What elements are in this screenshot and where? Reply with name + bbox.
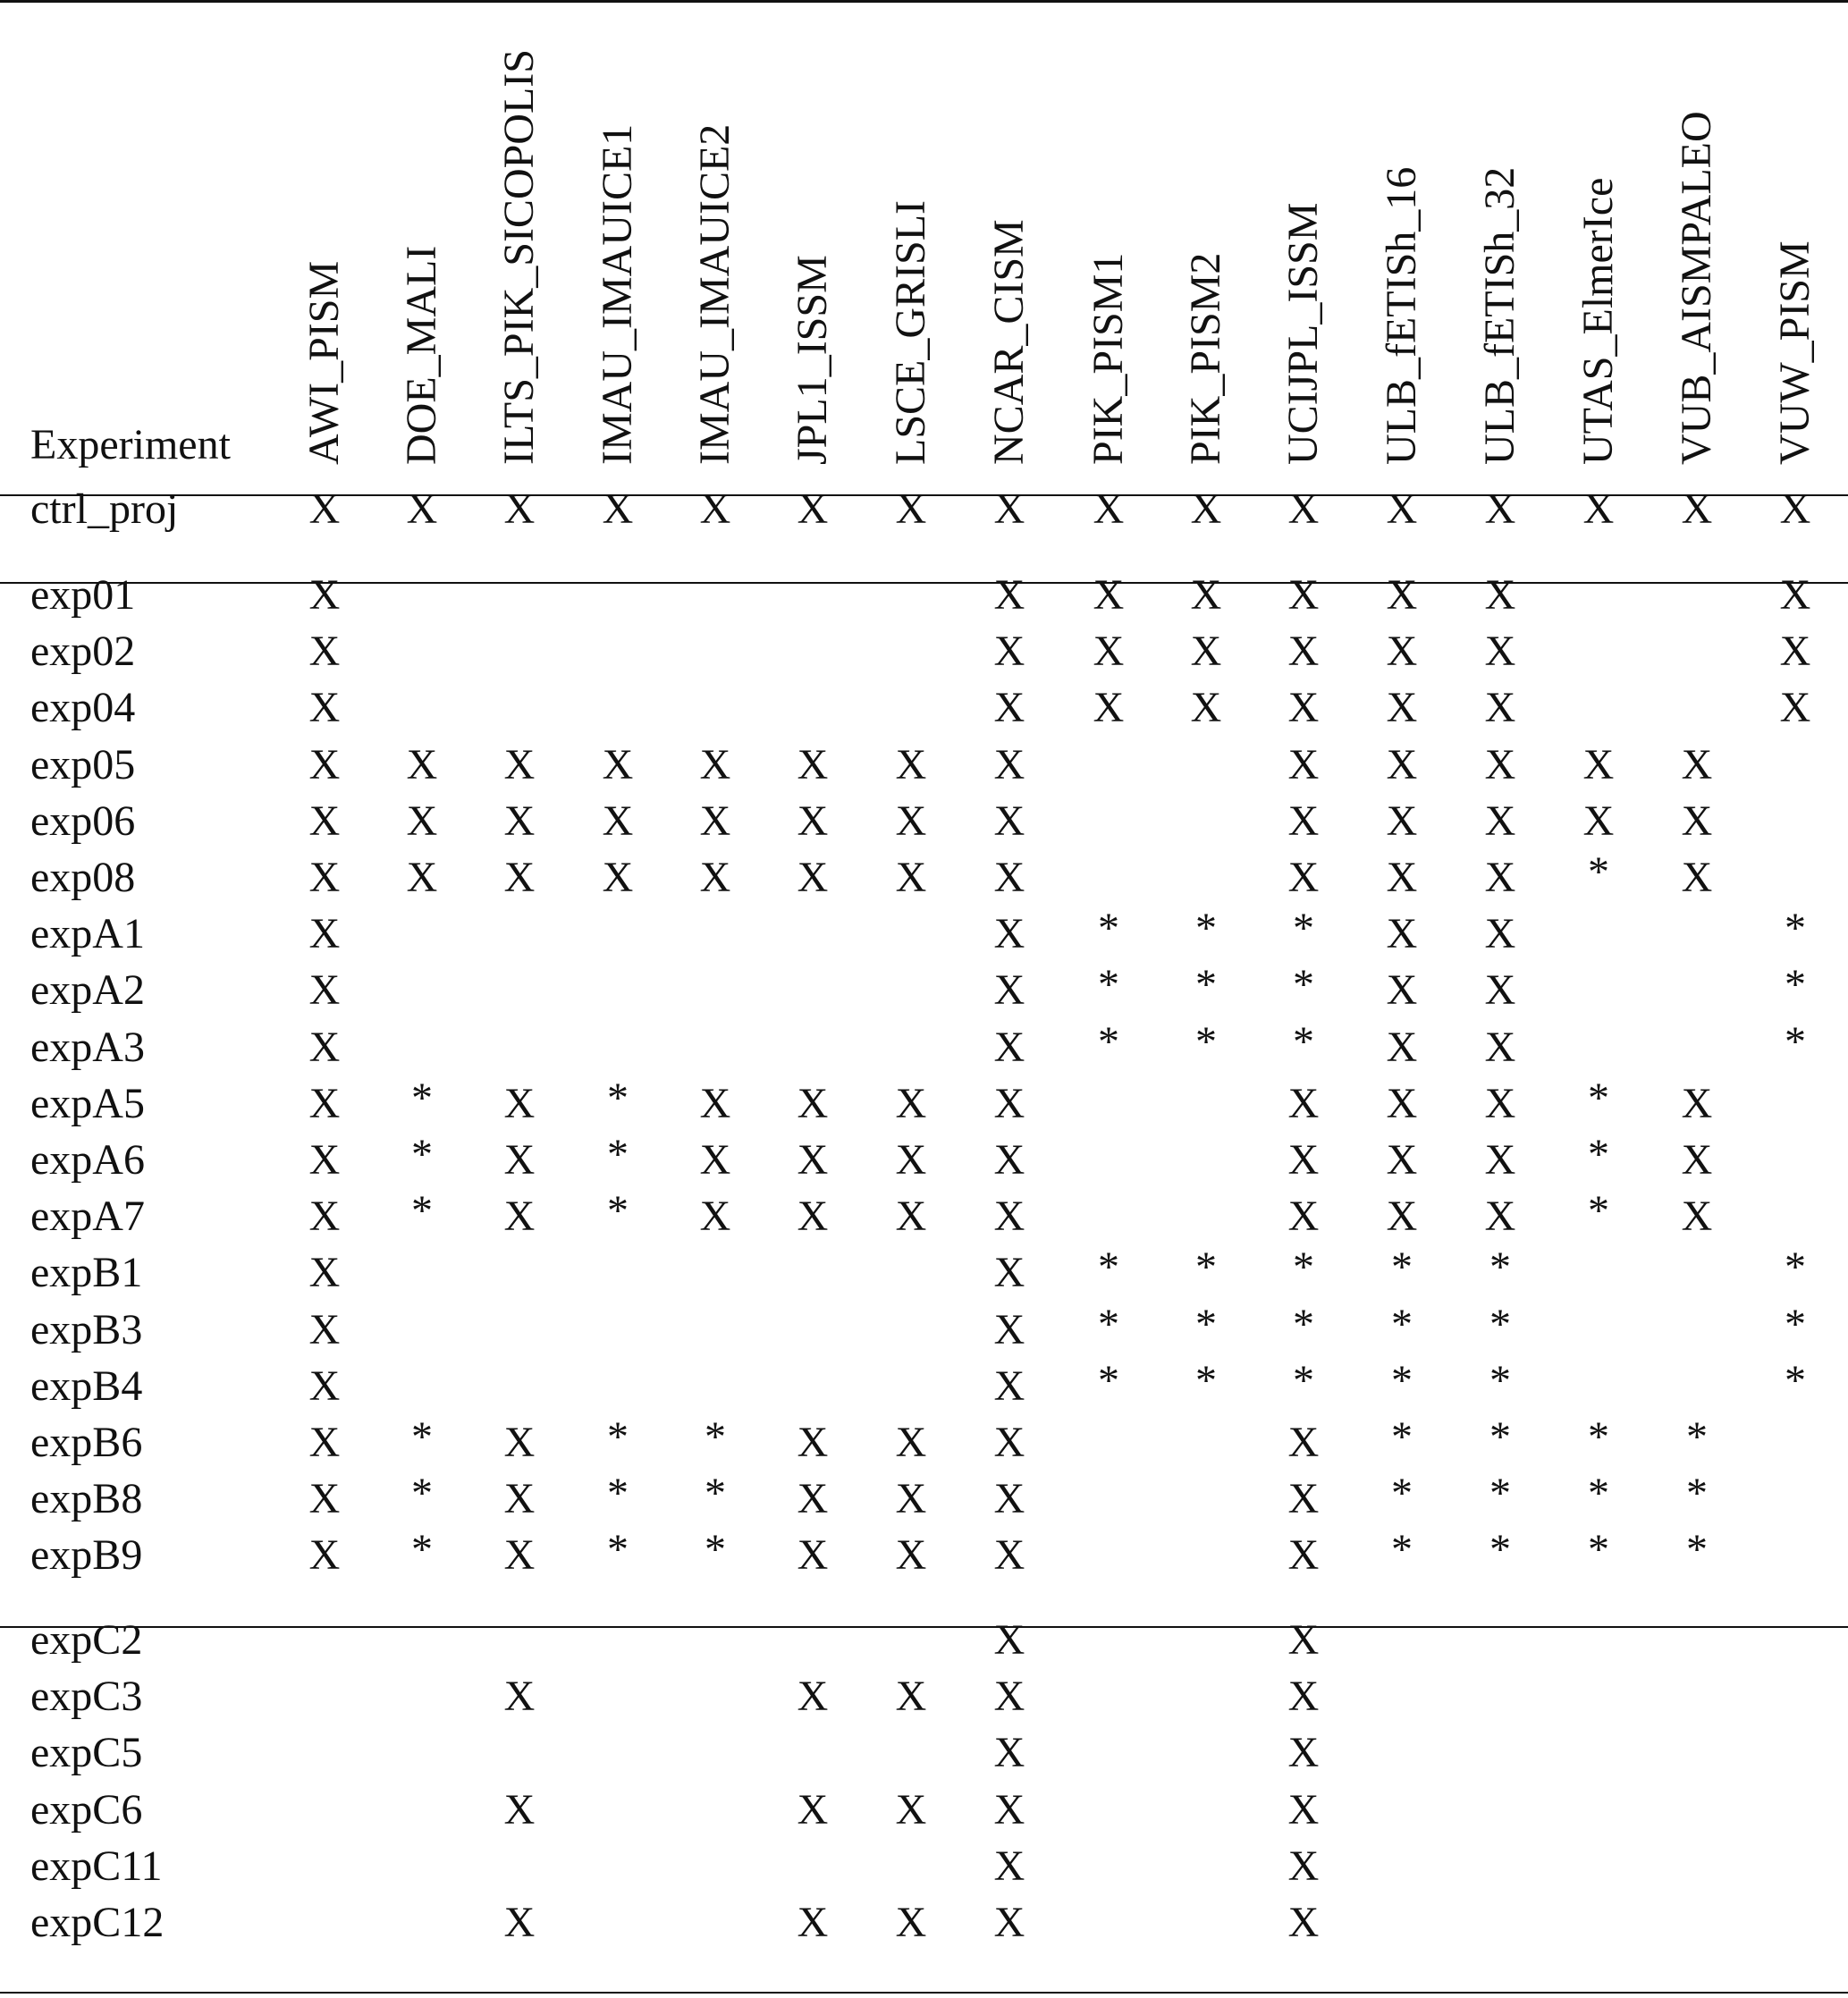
x-mark-cell: X bbox=[503, 1673, 536, 1721]
x-mark-cell: X bbox=[1484, 1023, 1516, 1071]
x-mark-cell: X bbox=[1386, 485, 1418, 533]
x-mark-cell: X bbox=[1386, 966, 1418, 1015]
x-mark-cell: X bbox=[993, 485, 1025, 533]
x-mark-cell: X bbox=[1779, 485, 1811, 533]
x-mark-cell: X bbox=[797, 797, 829, 845]
asterisk-mark-cell: * bbox=[1195, 1300, 1217, 1348]
table-bottom-rule bbox=[0, 1992, 1848, 1994]
x-mark-cell: X bbox=[1779, 684, 1811, 732]
x-mark-cell: X bbox=[308, 571, 341, 619]
x-mark-cell: X bbox=[993, 1249, 1025, 1297]
x-mark-cell: X bbox=[406, 485, 438, 533]
x-mark-cell: X bbox=[1484, 740, 1516, 788]
x-mark-cell: X bbox=[699, 1136, 731, 1184]
asterisk-mark-cell: * bbox=[607, 1131, 629, 1178]
x-mark-cell: X bbox=[308, 740, 341, 788]
x-mark-cell: X bbox=[1287, 1673, 1320, 1721]
x-mark-cell: X bbox=[699, 797, 731, 845]
asterisk-mark-cell: * bbox=[1195, 1017, 1217, 1066]
x-mark-cell: X bbox=[308, 1305, 341, 1353]
model-header: PIK_PISM1 bbox=[1084, 252, 1132, 465]
asterisk-mark-cell: * bbox=[1785, 1017, 1806, 1066]
model-header: IMAU_IMAUICE2 bbox=[691, 123, 738, 465]
asterisk-mark-cell: * bbox=[1489, 1300, 1511, 1348]
x-mark-cell: X bbox=[699, 485, 731, 533]
asterisk-mark-cell: * bbox=[1293, 905, 1314, 953]
asterisk-mark-cell: * bbox=[411, 1413, 433, 1461]
x-mark-cell: X bbox=[895, 1419, 927, 1466]
x-mark-cell: X bbox=[1484, 1079, 1516, 1127]
x-mark-cell: X bbox=[308, 854, 341, 901]
asterisk-mark-cell: * bbox=[1098, 1243, 1119, 1292]
x-mark-cell: X bbox=[993, 1531, 1025, 1580]
x-mark-cell: X bbox=[1190, 571, 1222, 619]
asterisk-mark-cell: * bbox=[411, 1187, 433, 1235]
experiment-row-label: ctrl_proj bbox=[30, 485, 179, 533]
x-mark-cell: X bbox=[993, 910, 1025, 958]
asterisk-mark-cell: * bbox=[1785, 905, 1806, 953]
x-mark-cell: X bbox=[699, 854, 731, 901]
asterisk-mark-cell: * bbox=[1391, 1413, 1413, 1461]
asterisk-mark-cell: * bbox=[1391, 1300, 1413, 1348]
x-mark-cell: X bbox=[1386, 910, 1418, 958]
experiment-row-label: expB3 bbox=[30, 1305, 143, 1353]
x-mark-cell: X bbox=[993, 1079, 1025, 1127]
x-mark-cell: X bbox=[1681, 797, 1713, 845]
x-mark-cell: X bbox=[1287, 854, 1320, 901]
x-mark-cell: X bbox=[699, 1193, 731, 1241]
x-mark-cell: X bbox=[993, 684, 1025, 732]
asterisk-mark-cell: * bbox=[1785, 961, 1806, 1009]
x-mark-cell: X bbox=[602, 485, 634, 533]
asterisk-mark-cell: * bbox=[607, 1413, 629, 1461]
asterisk-mark-cell: * bbox=[1686, 1413, 1708, 1461]
group-separator-rule bbox=[0, 1626, 1848, 1628]
x-mark-cell: X bbox=[602, 854, 634, 901]
x-mark-cell: X bbox=[993, 1136, 1025, 1184]
x-mark-cell: X bbox=[797, 740, 829, 788]
x-mark-cell: X bbox=[1287, 797, 1320, 845]
asterisk-mark-cell: * bbox=[1098, 961, 1119, 1009]
x-mark-cell: X bbox=[602, 740, 634, 788]
asterisk-mark-cell: * bbox=[1098, 1300, 1119, 1348]
x-mark-cell: X bbox=[1681, 854, 1713, 901]
x-mark-cell: X bbox=[1779, 571, 1811, 619]
asterisk-mark-cell: * bbox=[1785, 1356, 1806, 1404]
x-mark-cell: X bbox=[503, 1785, 536, 1834]
model-header: ILTS_PIK_SICOPOLIS bbox=[495, 49, 543, 465]
x-mark-cell: X bbox=[993, 1785, 1025, 1834]
x-mark-cell: X bbox=[1093, 684, 1125, 732]
x-mark-cell: X bbox=[1287, 1729, 1320, 1777]
asterisk-mark-cell: * bbox=[411, 1526, 433, 1574]
asterisk-mark-cell: * bbox=[1489, 1243, 1511, 1292]
x-mark-cell: X bbox=[1287, 1785, 1320, 1834]
x-mark-cell: X bbox=[1386, 854, 1418, 901]
model-header: PIK_PISM2 bbox=[1182, 252, 1229, 465]
x-mark-cell: X bbox=[503, 1079, 536, 1127]
experiment-row-label: expC6 bbox=[30, 1785, 143, 1834]
x-mark-cell: X bbox=[797, 1419, 829, 1466]
asterisk-mark-cell: * bbox=[1293, 1300, 1314, 1348]
x-mark-cell: X bbox=[993, 1842, 1025, 1890]
x-mark-cell: X bbox=[993, 740, 1025, 788]
experiment-row-label: expB4 bbox=[30, 1362, 143, 1410]
x-mark-cell: X bbox=[1287, 1136, 1320, 1184]
asterisk-mark-cell: * bbox=[1489, 1413, 1511, 1461]
x-mark-cell: X bbox=[1386, 1136, 1418, 1184]
table-top-rule bbox=[0, 0, 1848, 3]
asterisk-mark-cell: * bbox=[1293, 1017, 1314, 1066]
asterisk-mark-cell: * bbox=[1588, 1413, 1609, 1461]
experiment-column-header: Experiment bbox=[30, 421, 231, 468]
x-mark-cell: X bbox=[1484, 966, 1516, 1015]
x-mark-cell: X bbox=[1484, 485, 1516, 533]
x-mark-cell: X bbox=[1386, 1079, 1418, 1127]
x-mark-cell: X bbox=[895, 1079, 927, 1127]
x-mark-cell: X bbox=[1582, 485, 1615, 533]
x-mark-cell: X bbox=[993, 628, 1025, 676]
x-mark-cell: X bbox=[1386, 1023, 1418, 1071]
x-mark-cell: X bbox=[797, 1136, 829, 1184]
x-mark-cell: X bbox=[308, 1419, 341, 1466]
x-mark-cell: X bbox=[1681, 1193, 1713, 1241]
x-mark-cell: X bbox=[895, 1475, 927, 1523]
asterisk-mark-cell: * bbox=[1293, 1356, 1314, 1404]
experiment-row-label: expA5 bbox=[30, 1079, 145, 1127]
experiment-row-label: exp02 bbox=[30, 628, 136, 676]
asterisk-mark-cell: * bbox=[1195, 961, 1217, 1009]
x-mark-cell: X bbox=[503, 1419, 536, 1466]
x-mark-cell: X bbox=[1287, 1531, 1320, 1580]
x-mark-cell: X bbox=[1484, 1193, 1516, 1241]
x-mark-cell: X bbox=[308, 628, 341, 676]
x-mark-cell: X bbox=[699, 740, 731, 788]
x-mark-cell: X bbox=[895, 854, 927, 901]
x-mark-cell: X bbox=[406, 740, 438, 788]
x-mark-cell: X bbox=[1582, 797, 1615, 845]
x-mark-cell: X bbox=[895, 1531, 927, 1580]
asterisk-mark-cell: * bbox=[1098, 1017, 1119, 1066]
x-mark-cell: X bbox=[895, 1136, 927, 1184]
x-mark-cell: X bbox=[699, 1079, 731, 1127]
experiment-row-label: exp04 bbox=[30, 684, 136, 732]
x-mark-cell: X bbox=[503, 740, 536, 788]
x-mark-cell: X bbox=[993, 1419, 1025, 1466]
asterisk-mark-cell: * bbox=[1686, 1526, 1708, 1574]
x-mark-cell: X bbox=[1190, 684, 1222, 732]
experiment-row-label: exp06 bbox=[30, 797, 136, 845]
asterisk-mark-cell: * bbox=[705, 1413, 726, 1461]
x-mark-cell: X bbox=[1093, 628, 1125, 676]
x-mark-cell: X bbox=[308, 966, 341, 1015]
x-mark-cell: X bbox=[895, 1673, 927, 1721]
x-mark-cell: X bbox=[1287, 1899, 1320, 1946]
x-mark-cell: X bbox=[503, 1475, 536, 1523]
experiment-row-label: expC5 bbox=[30, 1729, 143, 1777]
experiment-row-label: expA2 bbox=[30, 966, 145, 1015]
x-mark-cell: X bbox=[1386, 740, 1418, 788]
x-mark-cell: X bbox=[1287, 684, 1320, 732]
x-mark-cell: X bbox=[1681, 1079, 1713, 1127]
x-mark-cell: X bbox=[895, 485, 927, 533]
asterisk-mark-cell: * bbox=[1588, 1526, 1609, 1574]
asterisk-mark-cell: * bbox=[1588, 1470, 1609, 1518]
x-mark-cell: X bbox=[797, 1899, 829, 1946]
model-header: IMAU_IMAUICE1 bbox=[594, 123, 641, 465]
x-mark-cell: X bbox=[895, 1899, 927, 1946]
x-mark-cell: X bbox=[1287, 628, 1320, 676]
x-mark-cell: X bbox=[308, 1475, 341, 1523]
x-mark-cell: X bbox=[503, 1193, 536, 1241]
asterisk-mark-cell: * bbox=[411, 1131, 433, 1178]
model-header: LSCE_GRISLI bbox=[887, 199, 934, 465]
x-mark-cell: X bbox=[1484, 684, 1516, 732]
asterisk-mark-cell: * bbox=[1785, 1300, 1806, 1348]
x-mark-cell: X bbox=[797, 1079, 829, 1127]
asterisk-mark-cell: * bbox=[607, 1074, 629, 1122]
x-mark-cell: X bbox=[1582, 740, 1615, 788]
x-mark-cell: X bbox=[308, 1193, 341, 1241]
x-mark-cell: X bbox=[1386, 571, 1418, 619]
experiment-row-label: expA3 bbox=[30, 1023, 145, 1071]
asterisk-mark-cell: * bbox=[1195, 1243, 1217, 1292]
x-mark-cell: X bbox=[1093, 571, 1125, 619]
asterisk-mark-cell: * bbox=[1588, 848, 1609, 896]
asterisk-mark-cell: * bbox=[411, 1074, 433, 1122]
x-mark-cell: X bbox=[1484, 1136, 1516, 1184]
asterisk-mark-cell: * bbox=[1098, 905, 1119, 953]
x-mark-cell: X bbox=[503, 485, 536, 533]
x-mark-cell: X bbox=[503, 1899, 536, 1946]
asterisk-mark-cell: * bbox=[1293, 961, 1314, 1009]
x-mark-cell: X bbox=[797, 1531, 829, 1580]
x-mark-cell: X bbox=[308, 1136, 341, 1184]
x-mark-cell: X bbox=[797, 1193, 829, 1241]
x-mark-cell: X bbox=[993, 1023, 1025, 1071]
asterisk-mark-cell: * bbox=[1391, 1470, 1413, 1518]
x-mark-cell: X bbox=[993, 797, 1025, 845]
asterisk-mark-cell: * bbox=[607, 1526, 629, 1574]
x-mark-cell: X bbox=[308, 910, 341, 958]
x-mark-cell: X bbox=[1681, 485, 1713, 533]
experiment-row-label: expC12 bbox=[30, 1899, 165, 1946]
x-mark-cell: X bbox=[1287, 740, 1320, 788]
x-mark-cell: X bbox=[1386, 628, 1418, 676]
asterisk-mark-cell: * bbox=[1489, 1470, 1511, 1518]
x-mark-cell: X bbox=[1287, 1616, 1320, 1664]
asterisk-mark-cell: * bbox=[705, 1526, 726, 1574]
asterisk-mark-cell: * bbox=[1588, 1074, 1609, 1122]
x-mark-cell: X bbox=[1190, 485, 1222, 533]
x-mark-cell: X bbox=[993, 1475, 1025, 1523]
x-mark-cell: X bbox=[1484, 910, 1516, 958]
x-mark-cell: X bbox=[1287, 1419, 1320, 1466]
x-mark-cell: X bbox=[1287, 1193, 1320, 1241]
x-mark-cell: X bbox=[1681, 1136, 1713, 1184]
x-mark-cell: X bbox=[1484, 571, 1516, 619]
experiment-row-label: expC2 bbox=[30, 1616, 143, 1664]
x-mark-cell: X bbox=[993, 1616, 1025, 1664]
x-mark-cell: X bbox=[993, 1673, 1025, 1721]
x-mark-cell: X bbox=[308, 1249, 341, 1297]
x-mark-cell: X bbox=[308, 1531, 341, 1580]
experiment-row-label: expB1 bbox=[30, 1249, 143, 1297]
x-mark-cell: X bbox=[797, 854, 829, 901]
experiment-row-label: expC3 bbox=[30, 1673, 143, 1721]
x-mark-cell: X bbox=[1484, 628, 1516, 676]
asterisk-mark-cell: * bbox=[1195, 905, 1217, 953]
x-mark-cell: X bbox=[895, 1193, 927, 1241]
x-mark-cell: X bbox=[993, 966, 1025, 1015]
x-mark-cell: X bbox=[308, 1079, 341, 1127]
x-mark-cell: X bbox=[1484, 797, 1516, 845]
model-header: ULB_fETISh_32 bbox=[1476, 166, 1523, 465]
experiment-row-label: expA7 bbox=[30, 1193, 145, 1241]
x-mark-cell: X bbox=[602, 797, 634, 845]
experiment-row-label: exp01 bbox=[30, 571, 136, 619]
x-mark-cell: X bbox=[993, 854, 1025, 901]
experiment-row-label: expB8 bbox=[30, 1475, 143, 1523]
model-header: AWI_PISM bbox=[300, 260, 348, 465]
x-mark-cell: X bbox=[895, 1785, 927, 1834]
x-mark-cell: X bbox=[503, 1531, 536, 1580]
asterisk-mark-cell: * bbox=[607, 1187, 629, 1235]
asterisk-mark-cell: * bbox=[705, 1470, 726, 1518]
model-header: VUB_AISMPALEO bbox=[1673, 111, 1720, 465]
asterisk-mark-cell: * bbox=[1195, 1356, 1217, 1404]
asterisk-mark-cell: * bbox=[1098, 1356, 1119, 1404]
asterisk-mark-cell: * bbox=[1391, 1356, 1413, 1404]
experiment-row-label: expC11 bbox=[30, 1842, 163, 1890]
x-mark-cell: X bbox=[1287, 1475, 1320, 1523]
x-mark-cell: X bbox=[797, 1475, 829, 1523]
model-header: JPL1_ISSM bbox=[789, 255, 836, 465]
x-mark-cell: X bbox=[503, 854, 536, 901]
experiment-row-label: expB9 bbox=[30, 1531, 143, 1580]
x-mark-cell: X bbox=[308, 1023, 341, 1071]
group-separator-rule bbox=[0, 582, 1848, 584]
x-mark-cell: X bbox=[1287, 485, 1320, 533]
x-mark-cell: X bbox=[1484, 854, 1516, 901]
asterisk-mark-cell: * bbox=[1785, 1243, 1806, 1292]
x-mark-cell: X bbox=[993, 571, 1025, 619]
x-mark-cell: X bbox=[797, 1673, 829, 1721]
x-mark-cell: X bbox=[993, 1729, 1025, 1777]
x-mark-cell: X bbox=[895, 740, 927, 788]
x-mark-cell: X bbox=[406, 854, 438, 901]
x-mark-cell: X bbox=[1386, 684, 1418, 732]
x-mark-cell: X bbox=[1779, 628, 1811, 676]
asterisk-mark-cell: * bbox=[1588, 1187, 1609, 1235]
asterisk-mark-cell: * bbox=[1391, 1526, 1413, 1574]
x-mark-cell: X bbox=[503, 1136, 536, 1184]
x-mark-cell: X bbox=[993, 1899, 1025, 1946]
asterisk-mark-cell: * bbox=[1293, 1243, 1314, 1292]
asterisk-mark-cell: * bbox=[1588, 1131, 1609, 1178]
asterisk-mark-cell: * bbox=[1489, 1356, 1511, 1404]
asterisk-mark-cell: * bbox=[607, 1470, 629, 1518]
model-header: NCAR_CISM bbox=[985, 219, 1033, 465]
asterisk-mark-cell: * bbox=[411, 1470, 433, 1518]
model-header: VUW_PISM bbox=[1771, 240, 1818, 465]
experiment-row-label: expB6 bbox=[30, 1419, 143, 1466]
x-mark-cell: X bbox=[1287, 571, 1320, 619]
x-mark-cell: X bbox=[1093, 485, 1125, 533]
x-mark-cell: X bbox=[1287, 1079, 1320, 1127]
x-mark-cell: X bbox=[308, 1362, 341, 1410]
experiment-row-label: expA1 bbox=[30, 910, 145, 958]
x-mark-cell: X bbox=[308, 797, 341, 845]
x-mark-cell: X bbox=[895, 797, 927, 845]
x-mark-cell: X bbox=[503, 797, 536, 845]
model-header: ULB_fETISh_16 bbox=[1378, 166, 1425, 465]
experiment-row-label: exp05 bbox=[30, 740, 136, 788]
experiment-row-label: exp08 bbox=[30, 854, 136, 901]
x-mark-cell: X bbox=[1287, 1842, 1320, 1890]
x-mark-cell: X bbox=[1681, 740, 1713, 788]
asterisk-mark-cell: * bbox=[1686, 1470, 1708, 1518]
x-mark-cell: X bbox=[797, 485, 829, 533]
x-mark-cell: X bbox=[993, 1193, 1025, 1241]
asterisk-mark-cell: * bbox=[1391, 1243, 1413, 1292]
model-header: DOE_MALI bbox=[398, 245, 445, 465]
model-header: UTAS_ElmerIce bbox=[1574, 177, 1622, 465]
x-mark-cell: X bbox=[308, 485, 341, 533]
x-mark-cell: X bbox=[1386, 797, 1418, 845]
x-mark-cell: X bbox=[308, 684, 341, 732]
x-mark-cell: X bbox=[993, 1362, 1025, 1410]
x-mark-cell: X bbox=[1386, 1193, 1418, 1241]
x-mark-cell: X bbox=[797, 1785, 829, 1834]
experiment-row-label: expA6 bbox=[30, 1136, 145, 1184]
x-mark-cell: X bbox=[406, 797, 438, 845]
x-mark-cell: X bbox=[993, 1305, 1025, 1353]
x-mark-cell: X bbox=[1190, 628, 1222, 676]
asterisk-mark-cell: * bbox=[1489, 1526, 1511, 1574]
model-header: UCIJPL_ISSM bbox=[1279, 202, 1327, 465]
